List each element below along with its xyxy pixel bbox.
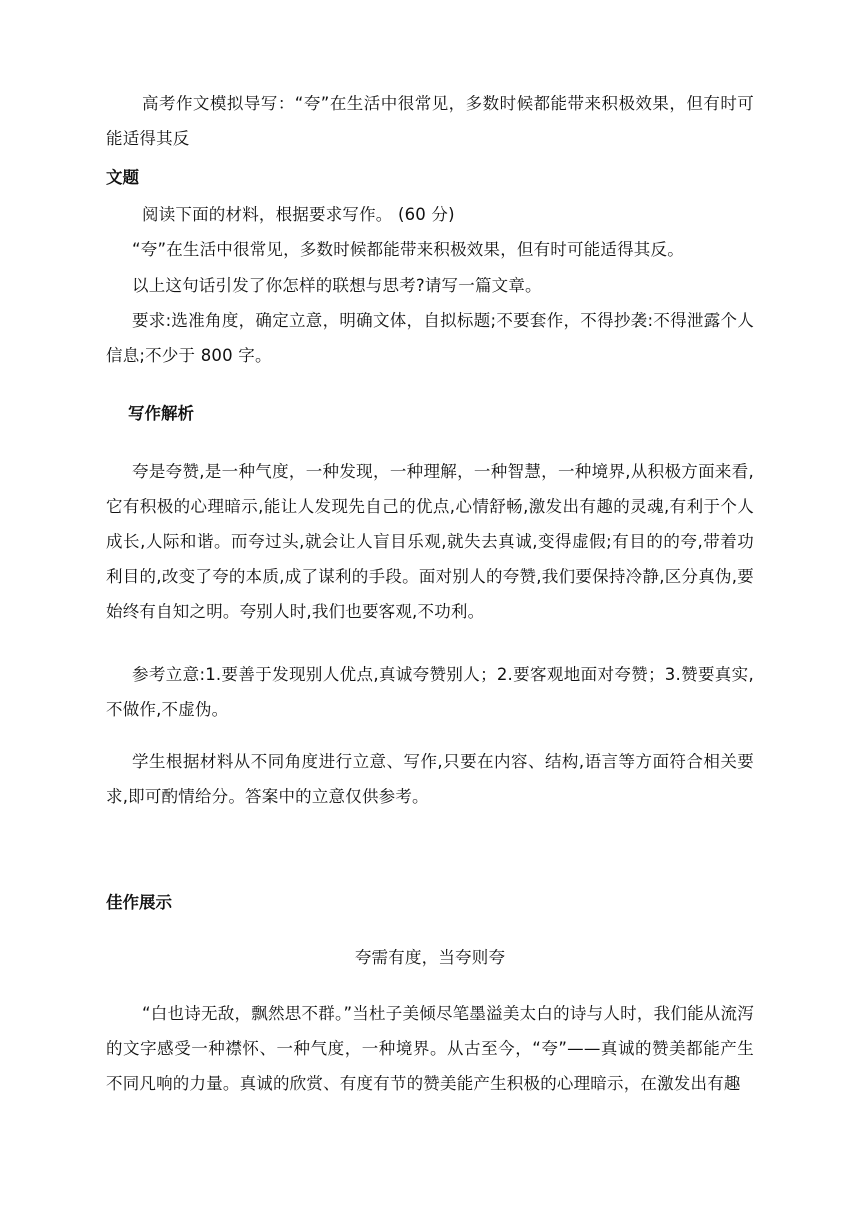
topic-line-2: “夸”在生活中很常见，多数时候都能带来积极效果，但有时可能适得其反。	[132, 240, 684, 259]
intro-paragraph: 高考作文模拟导写：“夸”在生活中很常见，多数时候都能带来积极效果，但有时可能适得其反	[106, 94, 754, 148]
topic-requirements: 要求:选准角度，确定立意，明确文体，自拟标题;不要套作，不得抄袭:不得泄露个人信息;不少于 800 字。	[106, 311, 754, 365]
topic-line-3: 以上这句话引发了你怎样的联想与思考?请写一篇文章。	[132, 276, 542, 295]
analysis-paragraph-1: 夸是夸赞,是一种气度，一种发现，一种理解，一种智慧，一种境界,从积极方面来看,它有积极的心理暗示,能让人发现先自己的优点,心情舒畅,激发出有趣的灵魂,有利于个人成长,人际和谐。而夸过头,就会让人盲目乐观,就失去真诚,变得虚假;有目的的夸,带着功利目的,改变了夸的本质,成了谋利的手段。面对别人的夸赞,我们要保持冷静,区分真伪,要始终有自知之明。夸别人时,我们也要客观,不功利。	[106, 462, 754, 621]
topic-line-1: 阅读下面的材料，根据要求写作。 (60 分)	[142, 205, 455, 224]
showcase-heading: 佳作展示	[106, 893, 172, 912]
analysis-paragraph-3: 学生根据材料从不同角度进行立意、写作,只要在内容、结构,语言等方面符合相关要求,即可酌情给分。答案中的立意仅供参考。	[106, 752, 754, 806]
essay-paragraph: “白也诗无敌，飘然思不群。”当杜子美倾尽笔墨溢美太白的诗与人时，我们能从流泻的文字感受一种襟怀、一种气度，一种境界。从古至今，“夸”——真诚的赞美都能产生不同凡响的力量。真诚的欣赏、有度有节的赞美能产生积极的心理暗示，在激发出有趣	[106, 1004, 754, 1093]
analysis-heading: 写作解析	[128, 404, 194, 423]
topic-heading: 文题	[106, 168, 139, 187]
essay-title: 夸需有度，当夸则夸	[354, 948, 506, 967]
analysis-paragraph-2: 参考立意:1.要善于发现别人优点,真诚夸赞别人；2.要客观地面对夸赞；3.赞要真实,不做作,不虚伪。	[106, 665, 754, 719]
